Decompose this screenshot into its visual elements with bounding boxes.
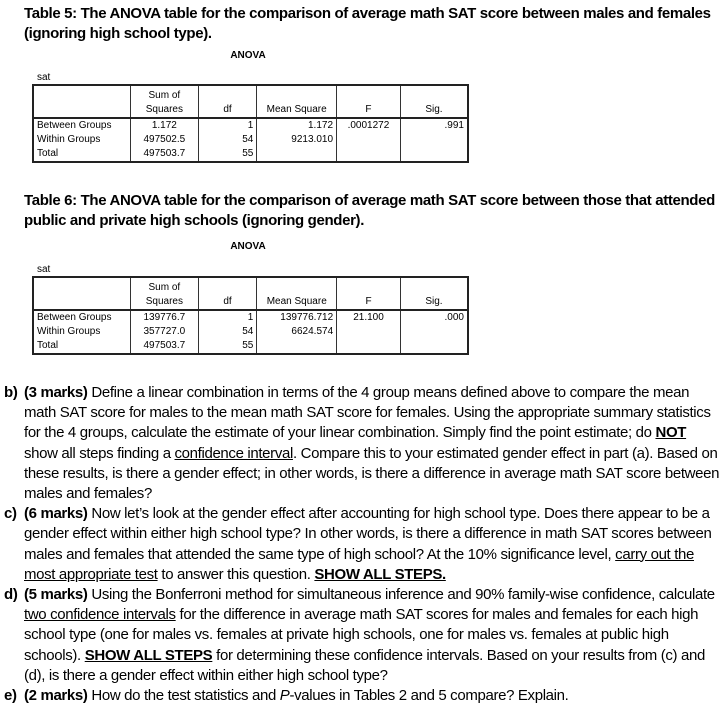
table-row xyxy=(33,118,468,133)
row-source: Between Groups xyxy=(33,118,130,133)
questions-list xyxy=(4,383,720,706)
table-row xyxy=(33,325,468,339)
row-ss: 497502.5 xyxy=(130,133,198,147)
row-df: 1 xyxy=(198,310,257,325)
row-sig xyxy=(400,339,468,354)
header-f: F xyxy=(337,277,401,310)
question-text: to answer this question. xyxy=(157,565,315,583)
table5-caption: Table 5: The ANOVA table for the comparison of average math SAT score between males and females (ignoring high school type). xyxy=(24,5,711,42)
question-d xyxy=(4,585,720,686)
row-ss: 1.172 xyxy=(130,118,198,133)
question-text: for the difference in average math SAT scores for males and females for each high school type (one for males vs. females at private high schools, one for males vs. females at public high schools). xyxy=(24,606,699,664)
row-df: 54 xyxy=(198,325,257,339)
question-marks: (3 marks) xyxy=(24,384,88,401)
table5-anova xyxy=(32,84,469,163)
row-df: 55 xyxy=(198,339,257,354)
emphasis-confidence-interval: confidence interval xyxy=(174,444,293,462)
question-text: How do the test statistics and xyxy=(87,687,280,705)
question-letter: d) xyxy=(4,586,18,604)
header-source xyxy=(33,85,130,118)
question-text: -values in Tables 2 and 5 compare? Explain. xyxy=(289,687,569,705)
table6-anova-title: ANOVA xyxy=(230,241,266,252)
header-sig: Sig. xyxy=(400,85,468,118)
row-f xyxy=(337,325,401,339)
row-sig xyxy=(400,325,468,339)
row-ms xyxy=(257,339,337,354)
row-source: Within Groups xyxy=(33,133,130,147)
emphasis-show-all-steps: SHOW ALL STEPS xyxy=(84,646,213,664)
table-row xyxy=(33,133,468,147)
question-text: Now let’s look at the gender effect after accounting for high school type. Does there appear to be a gender effect within either high school type? In other words, is there a difference in math SAT scores between males and females that attended the same type of high school? At the 10% significance level, xyxy=(24,505,712,563)
question-marks: (2 marks) xyxy=(24,687,88,705)
emphasis-not: NOT xyxy=(655,424,687,442)
header-f: F xyxy=(337,85,401,118)
header-mean-square: Mean Square xyxy=(257,277,337,310)
header-df: df xyxy=(198,85,257,118)
table6-variable-label: sat xyxy=(37,264,51,275)
row-ss: 497503.7 xyxy=(130,339,198,354)
row-sig xyxy=(400,133,468,147)
row-ss: 497503.7 xyxy=(130,147,198,162)
question-letter: b) xyxy=(4,384,18,401)
row-sig xyxy=(400,147,468,162)
row-ms: 139776.712 xyxy=(257,310,337,325)
question-b xyxy=(4,383,720,504)
row-sig: .000 xyxy=(400,310,468,325)
question-text: . Compare this to your estimated gender effect in part (a). Based on these results, is there a gender effect; in other words, is there a difference in average math SAT score between males and females? xyxy=(24,444,720,503)
header-source xyxy=(33,277,130,310)
row-ss: 357727.0 xyxy=(130,325,198,339)
row-f xyxy=(337,339,401,354)
question-marks: (6 marks) xyxy=(24,505,88,523)
table-row xyxy=(33,339,468,354)
emphasis-appropriate-test: carry out the most appropriate test xyxy=(24,545,694,583)
row-ss: 139776.7 xyxy=(130,310,198,325)
emphasis-p: P xyxy=(279,687,290,705)
row-f xyxy=(337,147,401,162)
table6-anova xyxy=(32,276,469,355)
row-f: 21.100 xyxy=(337,310,401,325)
row-source: Total xyxy=(33,339,130,354)
question-letter: e) xyxy=(4,687,17,705)
emphasis-two-confidence-intervals: two confidence intervals xyxy=(24,606,176,624)
row-source: Between Groups xyxy=(33,310,130,325)
question-text: for determining these confidence intervals. Based on your results from (c) and (d), is there a gender effect within either high school type? xyxy=(24,646,705,684)
table-row xyxy=(33,310,468,325)
row-ms xyxy=(257,147,337,162)
row-ms: 9213.010 xyxy=(257,133,337,147)
question-text: Define a linear combination in terms of the 4 group means defined above to compare the mean math SAT score for males to the mean math SAT score for females. Using the appropriate summary statistics for the 4 groups, calculate the estimate of your linear combination. Simply find the point estimate; do xyxy=(24,384,711,442)
table6-caption: Table 6: The ANOVA table for the comparison of average math SAT score between those that attended public and private high schools (ignoring gender). xyxy=(24,192,715,229)
question-marks: (5 marks) xyxy=(24,586,88,604)
question-letter: c) xyxy=(4,505,17,523)
row-ms: 1.172 xyxy=(257,118,337,133)
header-sum-of-squares: Sum of Squares xyxy=(130,85,198,118)
question-text: show all steps finding a xyxy=(24,444,175,462)
header-mean-square: Mean Square xyxy=(257,85,337,118)
table5-anova-title: ANOVA xyxy=(230,50,266,61)
row-df: 55 xyxy=(198,147,257,162)
row-ms: 6624.574 xyxy=(257,325,337,339)
header-sig: Sig. xyxy=(400,277,468,310)
emphasis-show-all-steps: SHOW ALL STEPS. xyxy=(314,565,446,583)
question-c xyxy=(4,504,720,585)
header-df: df xyxy=(198,277,257,310)
question-text: Using the Bonferroni method for simultaneous inference and 90% family-wise confidence, calculate xyxy=(87,586,715,604)
row-f: .0001272 xyxy=(337,118,401,133)
row-source: Total xyxy=(33,147,130,162)
row-source: Within Groups xyxy=(33,325,130,339)
table5-variable-label: sat xyxy=(37,72,51,83)
header-sum-of-squares: Sum of Squares xyxy=(130,277,198,310)
row-df: 1 xyxy=(198,118,257,133)
table-row xyxy=(33,147,468,162)
row-df: 54 xyxy=(198,133,257,147)
question-e xyxy=(4,686,720,706)
row-f xyxy=(337,133,401,147)
row-sig: .991 xyxy=(400,118,468,133)
